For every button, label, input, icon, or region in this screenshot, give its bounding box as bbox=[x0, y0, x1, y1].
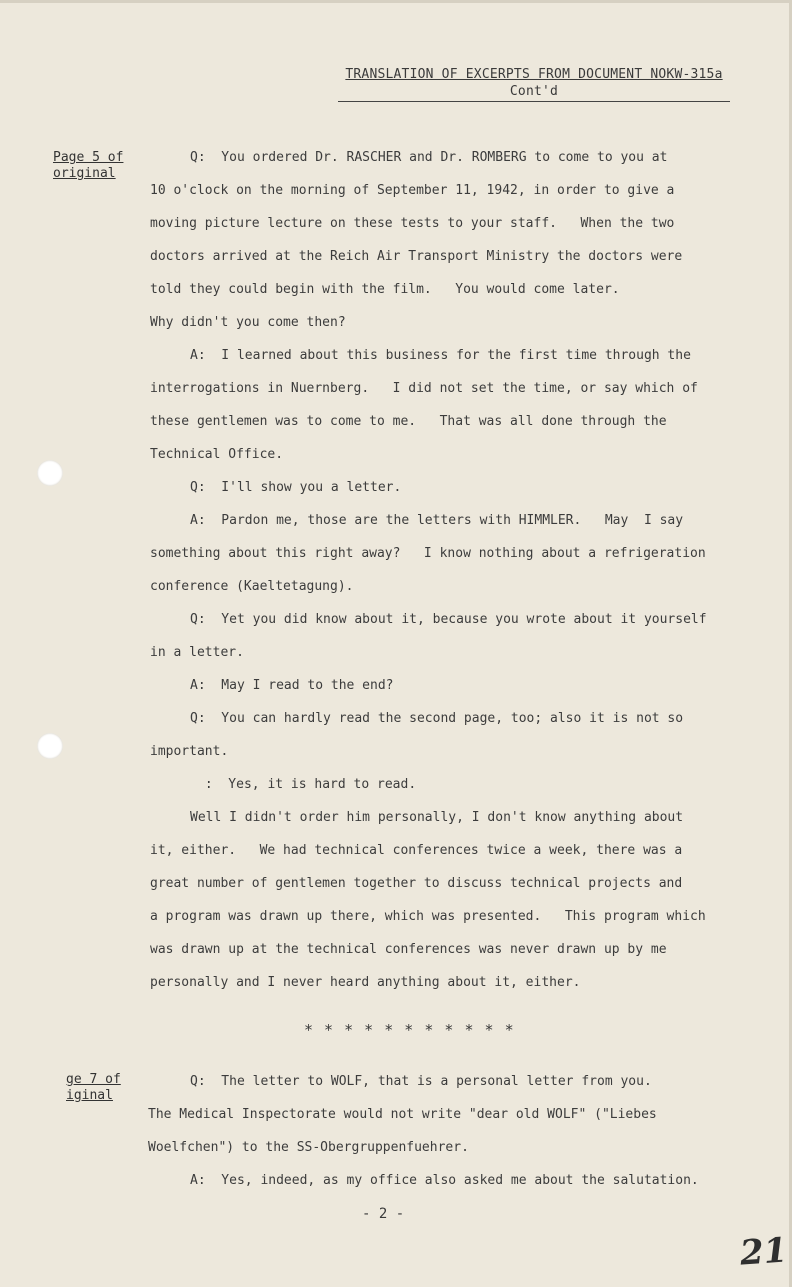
text-line: something about this right away? I know nothing about a refrigeration bbox=[150, 546, 706, 561]
punch-hole-top bbox=[37, 460, 63, 486]
text-line: conference (Kaeltetagung). bbox=[150, 579, 354, 594]
text-line: Q: Yet you did know about it, because you wrote about it yourself bbox=[190, 612, 707, 627]
handwritten-page-number: 21 bbox=[738, 1230, 789, 1274]
page-number: - 2 - bbox=[362, 1206, 405, 1222]
margin-note-page-7 bbox=[66, 1072, 121, 1104]
text-line: important. bbox=[150, 744, 229, 759]
text-line: A: Yes, indeed, as my office also asked me about the salutation. bbox=[190, 1173, 699, 1188]
text-line: 10 o'clock on the morning of September 11, 1942, in order to give a bbox=[150, 183, 675, 198]
text-line: Q: You can hardly read the second page, too; also it is not so bbox=[190, 711, 684, 726]
text-line: doctors arrived at the Reich Air Transport Ministry the doctors were bbox=[150, 249, 683, 264]
header-rule bbox=[338, 101, 730, 102]
margin-note-line: ge 7 of bbox=[66, 1072, 121, 1087]
punch-hole-bottom bbox=[37, 733, 63, 759]
text-line: : Yes, it is hard to read. bbox=[197, 777, 417, 792]
margin-note-line: Page 5 of bbox=[53, 150, 124, 165]
text-line: Q: You ordered Dr. RASCHER and Dr. ROMBERG to come to you at bbox=[190, 150, 668, 165]
text-line: personally and I never heard anything about it, either. bbox=[150, 975, 581, 990]
margin-note-line: iginal bbox=[66, 1088, 113, 1103]
text-line: A: May I read to the end? bbox=[190, 678, 394, 693]
text-line: Well I didn't order him personally, I don't know anything about bbox=[190, 810, 684, 825]
text-line: in a letter. bbox=[150, 645, 244, 660]
margin-note-line: original bbox=[53, 166, 116, 181]
text-line: Q: The letter to WOLF, that is a personal letter from you. bbox=[190, 1074, 652, 1089]
text-line: great number of gentlemen together to discuss technical projects and bbox=[150, 876, 683, 891]
text-line: it, either. We had technical conferences twice a week, there was a bbox=[150, 843, 683, 858]
text-line: A: Pardon me, those are the letters with HIMMLER. May I say bbox=[190, 513, 684, 528]
header-title: TRANSLATION OF EXCERPTS FROM DOCUMENT NOKW-315a bbox=[345, 67, 723, 82]
text-line: was drawn up at the technical conferences was never drawn up by me bbox=[150, 942, 667, 957]
text-line: told they could begin with the film. You would come later. bbox=[150, 282, 620, 297]
text-line: Q: I'll show you a letter. bbox=[190, 480, 402, 495]
text-line: Technical Office. bbox=[150, 447, 284, 462]
margin-note-page-5 bbox=[53, 150, 123, 182]
text-line: a program was drawn up there, which was presented. This program which bbox=[150, 909, 706, 924]
text-line: A: I learned about this business for the first time through the bbox=[190, 348, 691, 363]
section-separator: * * * * * * * * * * * bbox=[304, 1021, 515, 1039]
header-subtitle: Cont'd bbox=[509, 84, 559, 99]
text-line: The Medical Inspectorate would not write "dear old WOLF" ("Liebes bbox=[148, 1107, 657, 1122]
document-header bbox=[338, 66, 730, 100]
text-line: moving picture lecture on these tests to your staff. When the two bbox=[150, 216, 675, 231]
text-line: interrogations in Nuernberg. I did not set the time, or say which of bbox=[150, 381, 698, 396]
text-line: these gentlemen was to come to me. That was all done through the bbox=[150, 414, 667, 429]
page-edge-top bbox=[0, 0, 792, 3]
text-line: Why didn't you come then? bbox=[150, 315, 346, 330]
text-line: Woelfchen") to the SS-Obergruppenfuehrer. bbox=[148, 1140, 469, 1155]
